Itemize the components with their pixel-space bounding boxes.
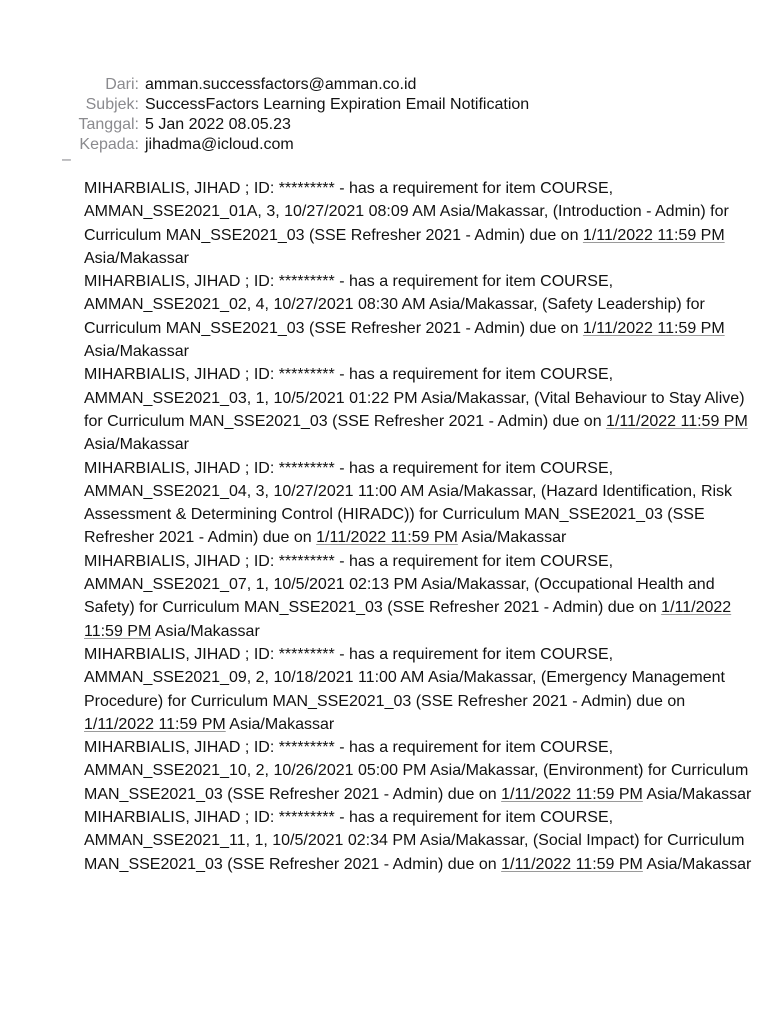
list-item xyxy=(84,806,756,876)
email-header xyxy=(0,75,768,155)
entry-text: MIHARBIALIS, JIHAD ; ID: ********* - has a requirement for item COURSE, AMMAN_SSE2021_11, 1, 10/5/2021 02:34 PM Asia/Makassar, (Social Impact) for Curriculum MAN_SSE2021_03 (SSE Refresher 2021 - Admin) due on xyxy=(84,809,745,873)
list-item xyxy=(84,550,756,643)
subject-value: SuccessFactors Learning Expiration Email Notification xyxy=(145,96,530,113)
list-item xyxy=(84,643,756,736)
entry-text: MIHARBIALIS, JIHAD ; ID: ********* - has a requirement for item COURSE, AMMAN_SSE2021_10, 2, 10/26/2021 05:00 PM Asia/Makassar, (Environment) for Curriculum MAN_SSE2021_03 (SSE Refresher 2021 - Admin) due on xyxy=(84,739,749,803)
due-date-link[interactable]: 1/11/2022 11:59 PM xyxy=(501,855,643,873)
due-date-link[interactable]: 1/11/2022 11:59 PM xyxy=(316,529,458,547)
header-separator: – xyxy=(62,151,71,168)
from-row xyxy=(0,75,768,95)
entry-timezone: Asia/Makassar xyxy=(229,715,335,733)
list-item xyxy=(84,363,756,456)
entry-timezone: Asia/Makassar xyxy=(646,855,752,873)
due-date-link[interactable]: 1/11/2022 11:59 PM xyxy=(84,599,732,640)
list-item xyxy=(84,270,756,363)
entry-timezone: Asia/Makassar xyxy=(154,622,260,640)
subject-row xyxy=(0,95,768,115)
entry-text: MIHARBIALIS, JIHAD ; ID: ********* - has a requirement for item COURSE, AMMAN_SSE2021_02, 4, 10/27/2021 08:30 AM Asia/Makassar, (Safety Leadership) for Curriculum MAN_SSE2021_03 (SSE Refresher 2021 - Admin) due on xyxy=(84,273,705,337)
to-row xyxy=(0,135,768,155)
due-date-link[interactable]: 1/11/2022 11:59 PM xyxy=(582,319,725,337)
entry-timezone: Asia/Makassar xyxy=(84,249,189,267)
due-date-link[interactable]: 1/11/2022 11:59 PM xyxy=(606,412,748,430)
date-row xyxy=(0,115,768,135)
entry-text: MIHARBIALIS, JIHAD ; ID: ********* - has a requirement for item COURSE, AMMAN_SSE2021_09, 2, 10/18/2021 11:00 AM Asia/Makassar, (Emergency Management Procedure) for Curriculum MAN_SSE2021_03 (SSE Refresher 2021 - Admin) due on xyxy=(84,645,725,710)
list-item xyxy=(84,177,756,270)
from-label: Dari: xyxy=(105,76,139,93)
date-label: Tanggal: xyxy=(78,116,139,133)
due-date-link[interactable]: 1/11/2022 11:59 PM xyxy=(84,715,226,733)
list-item xyxy=(84,457,756,550)
list-item xyxy=(84,736,756,806)
entry-text: MIHARBIALIS, JIHAD ; ID: ********* - has a requirement for item COURSE, AMMAN_SSE2021_03, 1, 10/5/2021 01:22 PM Asia/Makassar, (Vital Behaviour to Stay Alive) for Curriculum MAN_SSE2021_03 (SSE Refresher 2021 - Admin) due on xyxy=(84,366,745,430)
to-label: Kepada: xyxy=(79,136,139,153)
to-value[interactable]: jihadma@icloud.com xyxy=(145,136,294,153)
entry-timezone: Asia/Makassar xyxy=(84,436,189,454)
email-body xyxy=(84,177,756,876)
entry-text: MIHARBIALIS, JIHAD ; ID: ********* - has a requirement for item COURSE, AMMAN_SSE2021_01A, 3, 10/27/2021 08:09 AM Asia/Makassar, (Introduction - Admin) for Curriculum MAN_SSE2021_03 (SSE Refresher 2021 - Admin) due on xyxy=(84,180,729,244)
from-value[interactable]: amman.successfactors@amman.co.id xyxy=(145,76,417,93)
subject-label: Subjek: xyxy=(85,96,139,113)
entry-text: MIHARBIALIS, JIHAD ; ID: ********* - has a requirement for item COURSE, AMMAN_SSE2021_04, 3, 10/27/2021 11:00 AM Asia/Makassar, (Hazard Identification, Risk Assessment & Determining Control (HIRADC)) for Curriculum MAN_SSE2021_03 (SSE Refresher 2021 - Admin) due on xyxy=(84,459,733,547)
entry-text: MIHARBIALIS, JIHAD ; ID: ********* - has a requirement for item COURSE, AMMAN_SSE2021_07, 1, 10/5/2021 02:13 PM Asia/Makassar, (Occupational Health and Safety) for Curriculum MAN_SSE2021_03 (SSE Refresher 2021 - Admin) due on xyxy=(84,552,715,617)
entry-timezone: Asia/Makassar xyxy=(84,343,189,361)
entry-timezone: Asia/Makassar xyxy=(646,785,752,803)
entry-timezone: Asia/Makassar xyxy=(461,529,567,547)
date-value: 5 Jan 2022 08.05.23 xyxy=(145,116,291,133)
due-date-link[interactable]: 1/11/2022 11:59 PM xyxy=(582,226,725,244)
due-date-link[interactable]: 1/11/2022 11:59 PM xyxy=(501,785,643,803)
